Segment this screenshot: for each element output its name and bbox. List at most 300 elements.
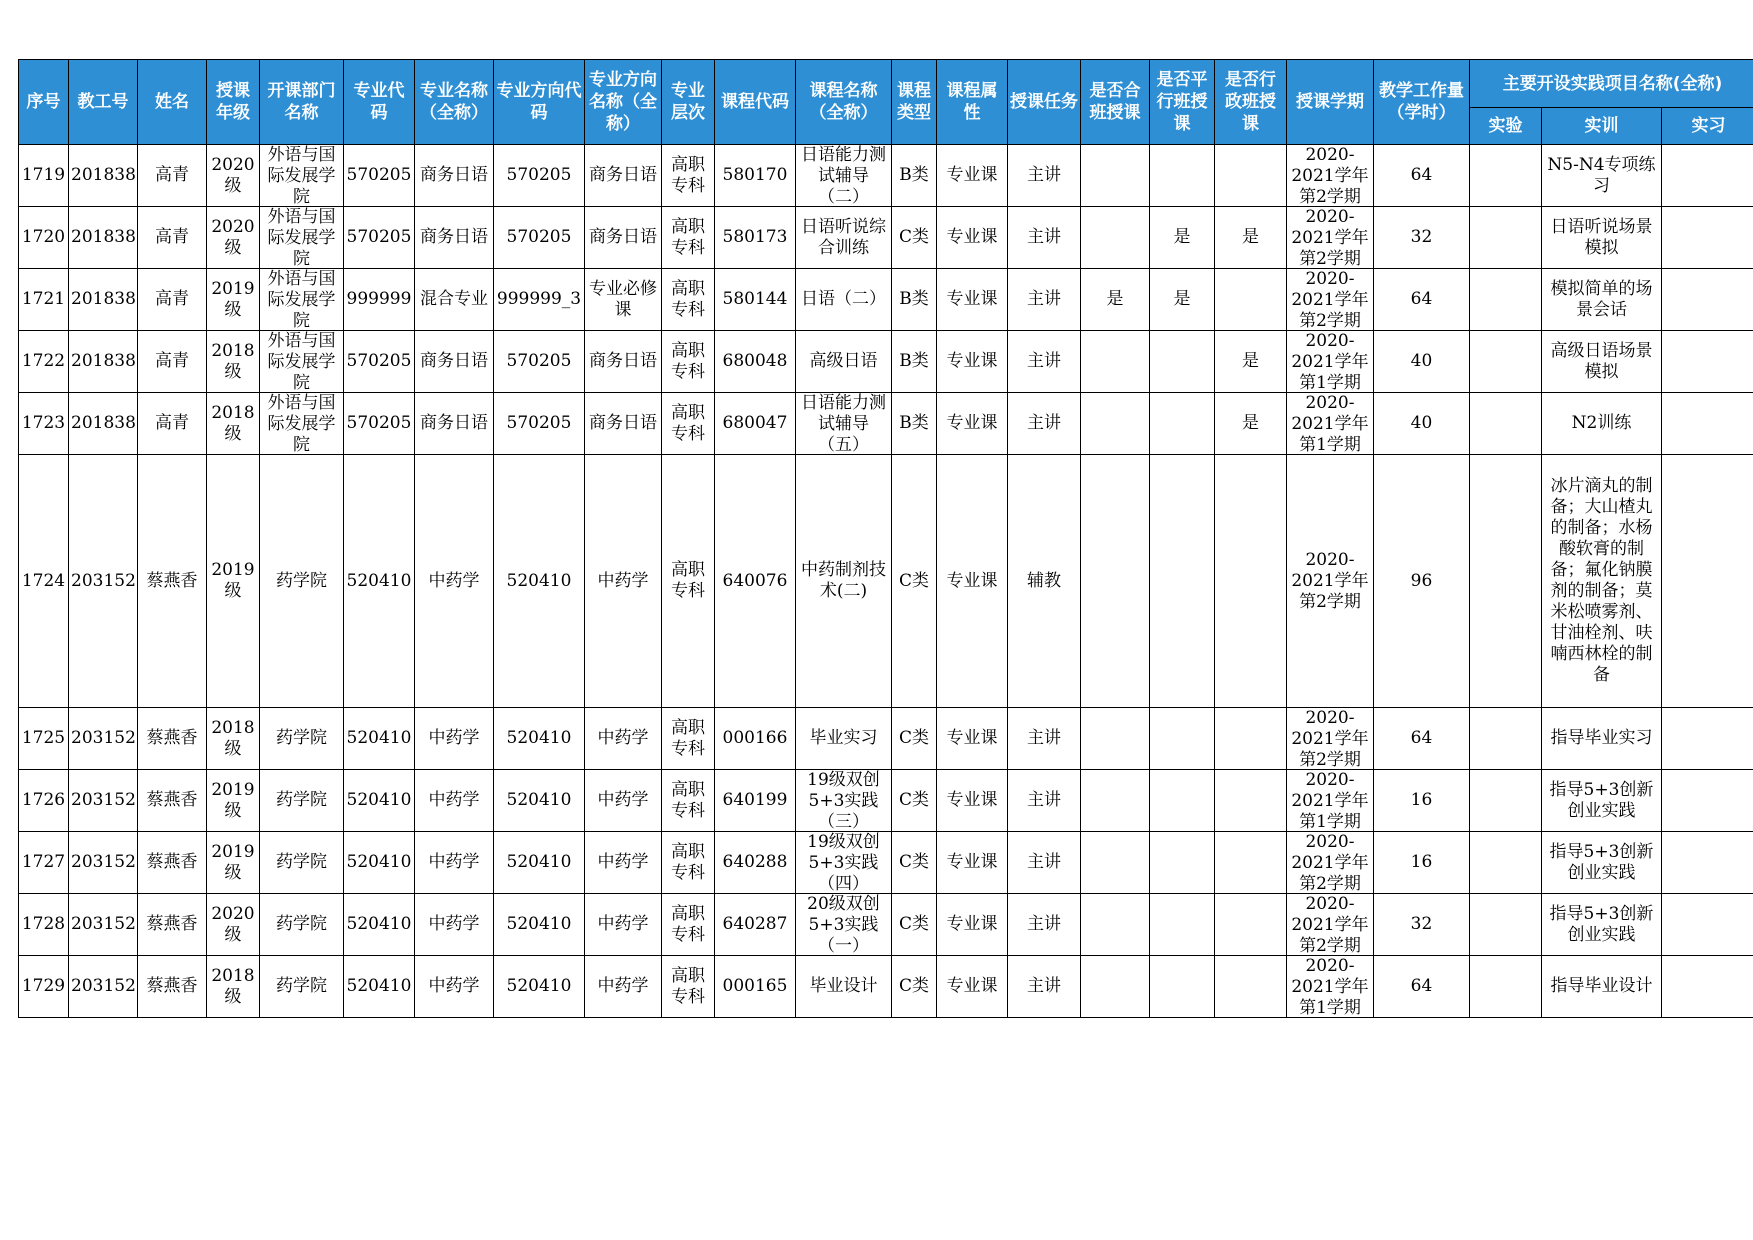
cell-xingzhengban: [1215, 455, 1287, 708]
cell-heban: [1081, 832, 1150, 894]
cell-dept: 药学院: [260, 455, 344, 708]
col-header-kecheng-daima: 课程代码: [715, 60, 796, 145]
cell-level: 高职专科: [662, 269, 715, 331]
cell-course: [796, 956, 892, 1018]
cell-attr: 专业课: [937, 269, 1008, 331]
table-row: [19, 331, 1753, 393]
cell-type: B类: [892, 269, 937, 331]
cell-shixi: [1662, 956, 1753, 1018]
cell-attr: 专业课: [937, 207, 1008, 269]
cell-term: [1287, 393, 1374, 455]
cell-dept: [260, 894, 344, 956]
cell-type: C类: [892, 455, 937, 708]
cell-no: 1723: [19, 393, 69, 455]
cell-dir-code: 570205: [494, 331, 585, 393]
cell-course: [796, 770, 892, 832]
cell-attr: 专业课: [937, 956, 1008, 1018]
cell-type: B类: [892, 393, 937, 455]
cell-dir: 商务日语: [585, 145, 662, 207]
cell-major: 商务日语: [415, 393, 494, 455]
cell-major-code: 520410: [344, 832, 415, 894]
cell-no: 1719: [19, 145, 69, 207]
cell-task: 主讲: [1008, 894, 1081, 956]
cell-dir-code: 570205: [494, 145, 585, 207]
cell-dept: [260, 207, 344, 269]
cell-attr: 专业课: [937, 708, 1008, 770]
table-row: [19, 393, 1753, 455]
cell-attr: 专业课: [937, 145, 1008, 207]
cell-shixun: 高级日语场景模拟: [1542, 331, 1662, 393]
table-row: [19, 894, 1753, 956]
cell-course-code: 580170: [715, 145, 796, 207]
cell-course-code: 640288: [715, 832, 796, 894]
cell-course-code: 580173: [715, 207, 796, 269]
cell-task: 主讲: [1008, 708, 1081, 770]
cell-dir: 中药学: [585, 770, 662, 832]
table-row: [19, 269, 1753, 331]
cell-xingzhengban: [1215, 956, 1287, 1018]
cell-heban: [1081, 708, 1150, 770]
cell-dept-text: 药学院: [276, 790, 327, 810]
cell-staff-id: 201838: [69, 393, 138, 455]
cell-pingxingban: [1150, 956, 1215, 1018]
cell-term-text: 2020-2021学年第2学期: [1291, 894, 1369, 955]
table-row: [19, 956, 1753, 1018]
cell-heban: [1081, 770, 1150, 832]
cell-major-code: 570205: [344, 393, 415, 455]
cell-major: 商务日语: [415, 145, 494, 207]
cell-shiyan: [1470, 145, 1542, 207]
cell-type: C类: [892, 832, 937, 894]
cell-major: 中药学: [415, 455, 494, 708]
cell-attr: 专业课: [937, 331, 1008, 393]
cell-grade: 2018级: [207, 708, 260, 770]
cell-type: C类: [892, 770, 937, 832]
cell-dept-text: 外语与国际发展学院: [267, 269, 336, 330]
cell-course-code: 000166: [715, 708, 796, 770]
cell-hours: 64: [1374, 145, 1470, 207]
cell-no: 1728: [19, 894, 69, 956]
cell-shixi: [1662, 393, 1753, 455]
cell-no: 1726: [19, 770, 69, 832]
cell-major-code: 520410: [344, 708, 415, 770]
cell-type: B类: [892, 145, 937, 207]
cell-dept: [260, 832, 344, 894]
cell-dir: 专业必修课: [585, 269, 662, 331]
cell-course-text: 19级双创5+3实践（四）: [807, 832, 880, 893]
cell-major: 中药学: [415, 770, 494, 832]
cell-staff-id: 203152: [69, 708, 138, 770]
cell-grade: 2019级: [207, 269, 260, 331]
cell-major-code: 520410: [344, 770, 415, 832]
col-header-kecheng-leixing: 课程类型: [892, 60, 937, 145]
cell-shiyan: [1470, 393, 1542, 455]
cell-term: [1287, 269, 1374, 331]
cell-shixun: 日语听说场景模拟: [1542, 207, 1662, 269]
col-header-shiyan: 实验: [1470, 108, 1542, 145]
cell-hours: 64: [1374, 708, 1470, 770]
col-header-xingming: 姓名: [138, 60, 207, 145]
cell-level: 高职专科: [662, 708, 715, 770]
cell-name: 高青: [138, 145, 207, 207]
cell-heban: [1081, 331, 1150, 393]
cell-level: 高职专科: [662, 770, 715, 832]
cell-shiyan: [1470, 956, 1542, 1018]
col-header-zhuanye-daima: 专业代码: [344, 60, 415, 145]
cell-dir-code: 570205: [494, 207, 585, 269]
cell-major-code: 570205: [344, 331, 415, 393]
cell-major-code: 520410: [344, 956, 415, 1018]
cell-name: 高青: [138, 331, 207, 393]
cell-course: [796, 331, 892, 393]
col-header-shixun: 实训: [1542, 108, 1662, 145]
cell-staff-id: 203152: [69, 455, 138, 708]
col-header-fangxiang-daima: 专业方向代码: [494, 60, 585, 145]
cell-shixi: [1662, 269, 1753, 331]
cell-major: 中药学: [415, 894, 494, 956]
cell-no: 1725: [19, 708, 69, 770]
cell-pingxingban: [1150, 770, 1215, 832]
cell-xingzhengban: 是: [1215, 331, 1287, 393]
cell-staff-id: 203152: [69, 894, 138, 956]
cell-major-code: 520410: [344, 455, 415, 708]
cell-type: C类: [892, 894, 937, 956]
cell-term: [1287, 207, 1374, 269]
cell-type: C类: [892, 207, 937, 269]
cell-type: C类: [892, 708, 937, 770]
col-header-pingxingban: 是否平行班授课: [1150, 60, 1215, 145]
cell-course-code: 640076: [715, 455, 796, 708]
cell-dir: 中药学: [585, 956, 662, 1018]
cell-attr: 专业课: [937, 770, 1008, 832]
cell-term-text: 2020-2021学年第2学期: [1291, 207, 1369, 268]
cell-pingxingban: 是: [1150, 207, 1215, 269]
cell-grade: 2019级: [207, 770, 260, 832]
cell-term-text: 2020-2021学年第2学期: [1291, 145, 1369, 206]
cell-xingzhengban: [1215, 145, 1287, 207]
cell-grade: 2020级: [207, 894, 260, 956]
cell-term: [1287, 956, 1374, 1018]
cell-xingzhengban: 是: [1215, 393, 1287, 455]
cell-shixun: N2训练: [1542, 393, 1662, 455]
cell-staff-id: 203152: [69, 770, 138, 832]
cell-staff-id: 201838: [69, 145, 138, 207]
cell-major: 商务日语: [415, 331, 494, 393]
cell-term: [1287, 894, 1374, 956]
cell-course-text: 高级日语: [809, 351, 878, 371]
cell-shixun: 冰片滴丸的制备；大山楂丸的制备；水杨酸软膏的制备；氟化钠膜剂的制备；莫米松喷雾剂、甘油栓剂、呋喃西林栓的制备: [1542, 455, 1662, 708]
cell-xingzhengban: [1215, 832, 1287, 894]
cell-pingxingban: [1150, 455, 1215, 708]
cell-staff-id: 201838: [69, 269, 138, 331]
cell-term-text: 2020-2021学年第2学期: [1291, 832, 1369, 893]
cell-dept: [260, 145, 344, 207]
cell-course-code: 580144: [715, 269, 796, 331]
cell-level: 高职专科: [662, 145, 715, 207]
cell-course: [796, 393, 892, 455]
cell-dept: [260, 956, 344, 1018]
cell-term-text: 2020-2021学年第1学期: [1291, 393, 1369, 454]
cell-staff-id: 203152: [69, 956, 138, 1018]
cell-shixi: [1662, 145, 1753, 207]
cell-course: [796, 207, 892, 269]
cell-shiyan: [1470, 331, 1542, 393]
cell-dept-text: 药学院: [276, 728, 327, 748]
cell-heban: [1081, 455, 1150, 708]
cell-dir-code: 999999_3: [494, 269, 585, 331]
col-header-kaike-bumen: 开课部门名称: [260, 60, 344, 145]
cell-course-code: 000165: [715, 956, 796, 1018]
cell-term: [1287, 832, 1374, 894]
cell-name: 蔡燕香: [138, 894, 207, 956]
cell-task: 主讲: [1008, 393, 1081, 455]
cell-shixun: 指导5+3创新创业实践: [1542, 894, 1662, 956]
cell-dept-text: 外语与国际发展学院: [267, 145, 336, 206]
cell-task: 主讲: [1008, 145, 1081, 207]
table-row: [19, 207, 1753, 269]
cell-hours: 96: [1374, 455, 1470, 708]
cell-dept-text: 药学院: [276, 976, 327, 996]
cell-task: 辅教: [1008, 455, 1081, 708]
cell-dir: 中药学: [585, 832, 662, 894]
col-header-heban: 是否合班授课: [1081, 60, 1150, 145]
cell-shixi: [1662, 708, 1753, 770]
cell-dir: 商务日语: [585, 393, 662, 455]
cell-heban: 是: [1081, 269, 1150, 331]
cell-dir: 中药学: [585, 708, 662, 770]
teaching-workload-table: [18, 59, 1753, 1018]
cell-pingxingban: [1150, 393, 1215, 455]
cell-shixun: 模拟简单的场景会话: [1542, 269, 1662, 331]
cell-shiyan: [1470, 455, 1542, 708]
cell-grade: 2018级: [207, 331, 260, 393]
cell-no: 1721: [19, 269, 69, 331]
cell-shixun: 指导毕业设计: [1542, 956, 1662, 1018]
cell-task: 主讲: [1008, 207, 1081, 269]
cell-grade: 2018级: [207, 393, 260, 455]
cell-shixi: [1662, 832, 1753, 894]
col-header-fangxiang-mingcheng: 专业方向名称（全称）: [585, 60, 662, 145]
cell-course-code: 640287: [715, 894, 796, 956]
cell-course-text: 日语能力测试辅导（五）: [801, 393, 886, 454]
cell-course-text: 20级双创5+3实践（一）: [807, 894, 880, 955]
col-header-zhuanye-mingcheng: 专业名称（全称）: [415, 60, 494, 145]
cell-hours: 32: [1374, 207, 1470, 269]
cell-attr: 专业课: [937, 832, 1008, 894]
cell-dir: 商务日语: [585, 331, 662, 393]
col-header-gongzuoliang: 教学工作量（学时）: [1374, 60, 1470, 145]
cell-shixi: [1662, 894, 1753, 956]
cell-course: [796, 708, 892, 770]
table-row: [19, 455, 1753, 708]
cell-grade: 2020级: [207, 145, 260, 207]
cell-staff-id: 201838: [69, 331, 138, 393]
cell-level: 高职专科: [662, 393, 715, 455]
cell-course: 中药制剂技术(二): [796, 455, 892, 708]
cell-dept: [260, 770, 344, 832]
table-row: [19, 708, 1753, 770]
col-header-shouke-xueqi: 授课学期: [1287, 60, 1374, 145]
cell-shiyan: [1470, 269, 1542, 331]
cell-task: 主讲: [1008, 832, 1081, 894]
cell-course: [796, 832, 892, 894]
col-header-kecheng-shuxing: 课程属性: [937, 60, 1008, 145]
col-header-xuhao: 序号: [19, 60, 69, 145]
cell-dir: 中药学: [585, 455, 662, 708]
cell-major-code: 570205: [344, 145, 415, 207]
cell-xingzhengban: [1215, 708, 1287, 770]
cell-term-text: 2020-2021学年第1学期: [1291, 770, 1369, 831]
cell-shixi: [1662, 455, 1753, 708]
cell-xingzhengban: [1215, 770, 1287, 832]
cell-course-text: 19级双创5+3实践（三）: [807, 770, 880, 831]
cell-xingzhengban: 是: [1215, 207, 1287, 269]
cell-term: [1287, 145, 1374, 207]
col-header-jiaogonghao: 教工号: [69, 60, 138, 145]
cell-xingzhengban: [1215, 269, 1287, 331]
cell-level: 高职专科: [662, 832, 715, 894]
cell-dir: 商务日语: [585, 207, 662, 269]
cell-name: 高青: [138, 269, 207, 331]
cell-staff-id: 201838: [69, 207, 138, 269]
col-header-shouke-nianji: 授课年级: [207, 60, 260, 145]
cell-dir-code: 520410: [494, 956, 585, 1018]
table-row: [19, 832, 1753, 894]
cell-hours: 64: [1374, 956, 1470, 1018]
cell-major: 中药学: [415, 956, 494, 1018]
cell-shixun: 指导5+3创新创业实践: [1542, 832, 1662, 894]
cell-shiyan: [1470, 770, 1542, 832]
cell-term: [1287, 770, 1374, 832]
cell-level: 高职专科: [662, 894, 715, 956]
cell-shiyan: [1470, 832, 1542, 894]
cell-name: 蔡燕香: [138, 956, 207, 1018]
cell-term-text: 2020-2021学年第1学期: [1291, 331, 1369, 392]
cell-task: 主讲: [1008, 331, 1081, 393]
cell-dept: [260, 708, 344, 770]
cell-grade: 2019级: [207, 832, 260, 894]
cell-shixi: [1662, 331, 1753, 393]
cell-dir-code: 520410: [494, 770, 585, 832]
cell-term: [1287, 331, 1374, 393]
cell-pingxingban: 是: [1150, 269, 1215, 331]
cell-dept-text: 外语与国际发展学院: [267, 393, 336, 454]
cell-grade: 2020级: [207, 207, 260, 269]
cell-heban: [1081, 894, 1150, 956]
cell-term-text: 2020-2021学年第2学期: [1291, 708, 1369, 769]
cell-hours: 32: [1374, 894, 1470, 956]
table-row: [19, 770, 1753, 832]
cell-type: C类: [892, 956, 937, 1018]
cell-dept-text: 药学院: [276, 914, 327, 934]
col-header-shijian-xiangmu: 主要开设实践项目名称(全称): [1470, 60, 1753, 108]
cell-heban: [1081, 956, 1150, 1018]
cell-shiyan: [1470, 894, 1542, 956]
cell-name: 蔡燕香: [138, 832, 207, 894]
col-header-kecheng-mingcheng: 课程名称（全称）: [796, 60, 892, 145]
cell-shiyan: [1470, 207, 1542, 269]
cell-no: 1724: [19, 455, 69, 708]
cell-course-text: 日语能力测试辅导（二）: [801, 145, 886, 206]
cell-no: 1722: [19, 331, 69, 393]
cell-attr: 专业课: [937, 393, 1008, 455]
cell-pingxingban: [1150, 331, 1215, 393]
cell-shiyan: [1470, 708, 1542, 770]
cell-heban: [1081, 207, 1150, 269]
cell-hours: 16: [1374, 770, 1470, 832]
cell-xingzhengban: [1215, 894, 1287, 956]
cell-heban: [1081, 145, 1150, 207]
cell-dept: [260, 269, 344, 331]
cell-major-code: 520410: [344, 894, 415, 956]
cell-attr: 专业课: [937, 894, 1008, 956]
cell-course-text: 日语（二）: [801, 289, 886, 309]
cell-course: [796, 269, 892, 331]
col-header-zhuanye-cengci: 专业层次: [662, 60, 715, 145]
col-header-xingzhengban: 是否行政班授课: [1215, 60, 1287, 145]
cell-hours: 40: [1374, 393, 1470, 455]
cell-no: 1727: [19, 832, 69, 894]
cell-shixi: [1662, 207, 1753, 269]
cell-course-code: 680048: [715, 331, 796, 393]
cell-attr: 专业课: [937, 455, 1008, 708]
cell-term: 2020-2021学年第2学期: [1287, 455, 1374, 708]
cell-dept-text: 外语与国际发展学院: [267, 331, 336, 392]
cell-dir-code: 520410: [494, 455, 585, 708]
cell-term-text: 2020-2021学年第2学期: [1291, 269, 1369, 330]
cell-level: 高职专科: [662, 207, 715, 269]
cell-course-code: 640199: [715, 770, 796, 832]
cell-major: 中药学: [415, 708, 494, 770]
cell-hours: 40: [1374, 331, 1470, 393]
cell-name: 蔡燕香: [138, 455, 207, 708]
cell-dir-code: 570205: [494, 393, 585, 455]
cell-pingxingban: [1150, 708, 1215, 770]
cell-grade: 2018级: [207, 956, 260, 1018]
cell-major: 混合专业: [415, 269, 494, 331]
cell-name: 蔡燕香: [138, 770, 207, 832]
cell-dept: [260, 331, 344, 393]
cell-course-code: 680047: [715, 393, 796, 455]
cell-name: 蔡燕香: [138, 708, 207, 770]
cell-level: 高职专科: [662, 956, 715, 1018]
col-header-shouke-renwu: 授课任务: [1008, 60, 1081, 145]
cell-name: 高青: [138, 393, 207, 455]
cell-type: B类: [892, 331, 937, 393]
cell-shixun: 指导毕业实习: [1542, 708, 1662, 770]
cell-shixun: 指导5+3创新创业实践: [1542, 770, 1662, 832]
cell-shixi: [1662, 770, 1753, 832]
cell-pingxingban: [1150, 894, 1215, 956]
cell-major-code: 570205: [344, 207, 415, 269]
cell-major: 中药学: [415, 832, 494, 894]
cell-dir-code: 520410: [494, 708, 585, 770]
cell-task: 主讲: [1008, 269, 1081, 331]
cell-course: [796, 145, 892, 207]
cell-dir-code: 520410: [494, 832, 585, 894]
cell-course: [796, 894, 892, 956]
cell-dir: 中药学: [585, 894, 662, 956]
cell-course-text: 毕业实习: [809, 728, 878, 748]
cell-dept-text: 药学院: [276, 852, 327, 872]
cell-level: 高职专科: [662, 331, 715, 393]
cell-major: 商务日语: [415, 207, 494, 269]
cell-level: 高职专科: [662, 455, 715, 708]
cell-staff-id: 203152: [69, 832, 138, 894]
cell-task: 主讲: [1008, 770, 1081, 832]
cell-grade: 2019级: [207, 455, 260, 708]
cell-dept: [260, 393, 344, 455]
